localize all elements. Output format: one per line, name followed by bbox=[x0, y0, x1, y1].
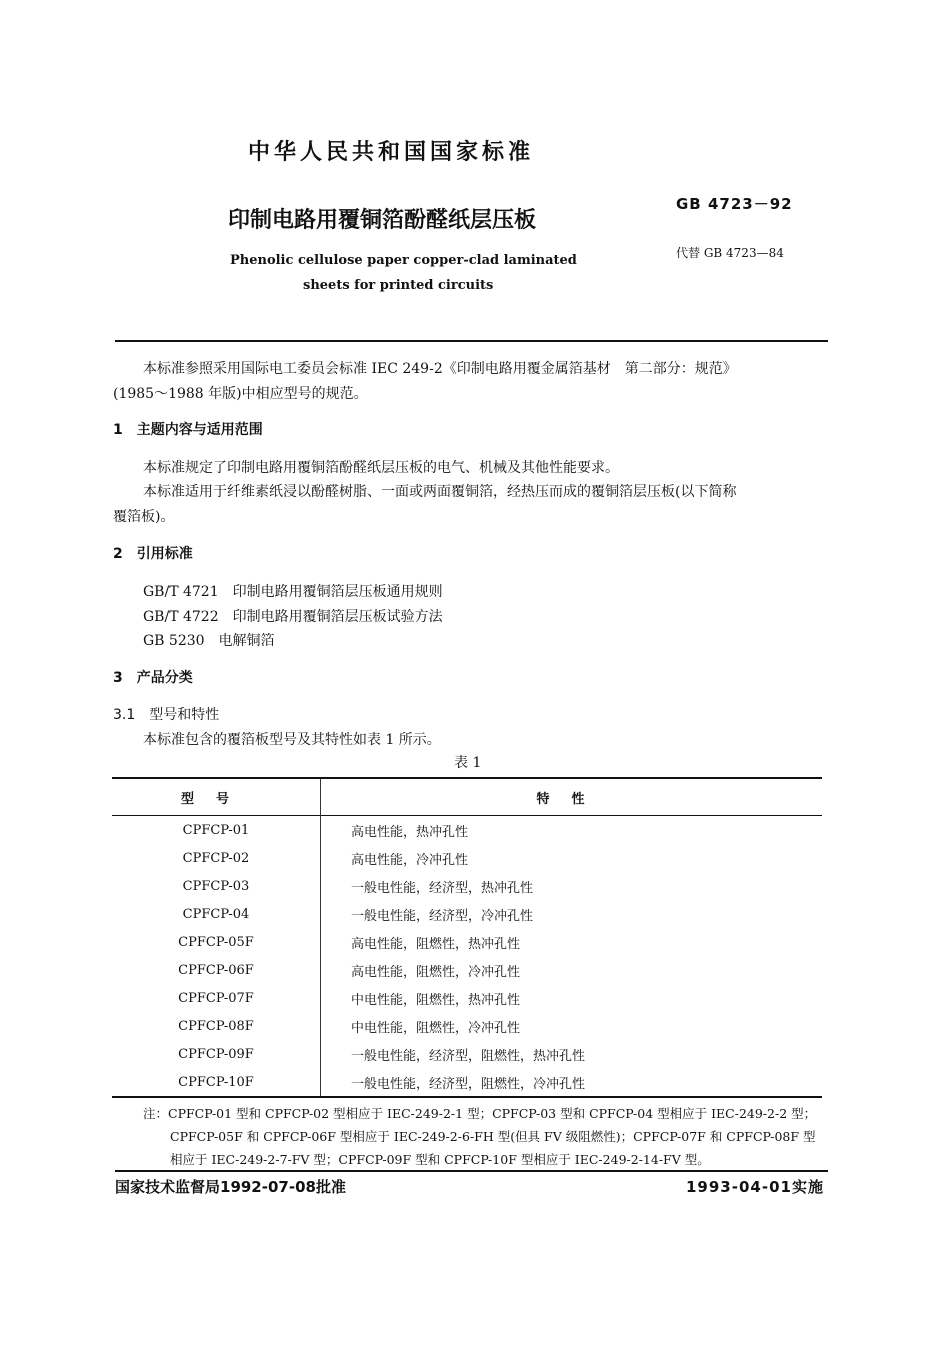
header-divider bbox=[115, 340, 828, 342]
table-row bbox=[112, 816, 822, 845]
characteristics-cell: 中电性能，阻燃性，冷冲孔性 bbox=[351, 1020, 521, 1036]
table-row bbox=[112, 956, 822, 984]
characteristics-cell: 一般电性能，经济型，阻燃性，冷冲孔性 bbox=[351, 1076, 586, 1092]
header-model: 型号 bbox=[112, 778, 321, 816]
characteristics-cell: 高电性能，冷冲孔性 bbox=[351, 852, 469, 868]
model-cell: CPFCP-03 bbox=[112, 872, 321, 900]
model-cell: CPFCP-05F bbox=[112, 928, 321, 956]
characteristics-cell: 高电性能，阻燃性，热冲孔性 bbox=[351, 936, 521, 952]
model-cell: CPFCP-01 bbox=[112, 816, 321, 845]
section-1-title: 1 主题内容与适用范围 bbox=[113, 422, 263, 438]
table-row bbox=[112, 1068, 822, 1097]
model-cell: CPFCP-09F bbox=[112, 1040, 321, 1068]
document-title-en-line1: Phenolic cellulose paper copper-clad laminated bbox=[230, 253, 577, 268]
intro-line-2: (1985～1988 年版)中相应型号的规范。 bbox=[113, 386, 368, 402]
table-row bbox=[112, 984, 822, 1012]
table-note-line-3: 相应于 IEC-249-2-7-FV 型；CPFCP-09F 型和 CPFCP-10F 型相应于 IEC-249-2-14-FV 型。 bbox=[170, 1152, 710, 1167]
characteristics-cell: 高电性能，阻燃性，冷冲孔性 bbox=[351, 964, 521, 980]
approval-statement: 国家技术监督局1992-07-08批准 bbox=[115, 1178, 346, 1196]
table-note-line-2: CPFCP-05F 和 CPFCP-06F 型相应于 IEC-249-2-6-FH 型(但具 FV 级阻燃性)；CPFCP-07F 和 CPFCP-08F 型 bbox=[170, 1129, 816, 1144]
header-characteristics: 特性 bbox=[536, 791, 607, 807]
model-cell: CPFCP-02 bbox=[112, 844, 321, 872]
characteristics-cell: 高电性能，热冲孔性 bbox=[351, 824, 469, 840]
reference-item: GB 5230 电解铜箔 bbox=[143, 633, 275, 649]
characteristics-cell: 一般电性能，经济型，阻燃性，热冲孔性 bbox=[351, 1048, 586, 1064]
intro-line-1: 本标准参照采用国际电工委员会标准 IEC 249-2《印制电路用覆金属箔基材 第二部分：规范》 bbox=[143, 361, 737, 377]
implementation-date: 1993-04-01实施 bbox=[686, 1178, 824, 1196]
table-header-row bbox=[112, 778, 822, 816]
section-1-para-2-line-2: 覆箔板)。 bbox=[113, 509, 175, 525]
section-2-title: 2 引用标准 bbox=[113, 546, 193, 562]
model-cell: CPFCP-08F bbox=[112, 1012, 321, 1040]
characteristics-cell: 中电性能，阻燃性，热冲孔性 bbox=[351, 992, 521, 1008]
table-row bbox=[112, 928, 822, 956]
section-1-para-2-line-1: 本标准适用于纤维素纸浸以酚醛树脂、一面或两面覆铜箔，经热压而成的覆铜箔层压板(以下简称 bbox=[143, 484, 737, 500]
reference-item: GB/T 4721 印制电路用覆铜箔层压板通用规则 bbox=[143, 584, 443, 600]
standard-code: GB 4723－92 bbox=[676, 195, 793, 213]
product-types-table bbox=[112, 777, 822, 1098]
table-row bbox=[112, 1040, 822, 1068]
section-3-1-title: 3.1 型号和特性 bbox=[113, 707, 220, 723]
table-row bbox=[112, 1012, 822, 1040]
national-standard-heading: 中华人民共和国国家标准 bbox=[248, 140, 535, 165]
characteristics-cell: 一般电性能，经济型，冷冲孔性 bbox=[351, 908, 534, 924]
table-row bbox=[112, 844, 822, 872]
characteristics-cell: 一般电性能，经济型，热冲孔性 bbox=[351, 880, 534, 896]
document-title-en-line2: sheets for printed circuits bbox=[303, 278, 494, 293]
table-caption: 表 1 bbox=[454, 755, 482, 771]
section-1-para-1: 本标准规定了印制电路用覆铜箔酚醛纸层压板的电气、机械及其他性能要求。 bbox=[143, 460, 619, 476]
table-row bbox=[112, 872, 822, 900]
table-row bbox=[112, 900, 822, 928]
footer-divider bbox=[115, 1170, 828, 1172]
table-note-line-1: 注：CPFCP-01 型和 CPFCP-02 型相应于 IEC-249-2-1 型；CPFCP-03 型和 CPFCP-04 型相应于 IEC-249-2-2 型； bbox=[143, 1106, 817, 1121]
section-3-title: 3 产品分类 bbox=[113, 670, 193, 686]
section-3-1-para: 本标准包含的覆箔板型号及其特性如表 1 所示。 bbox=[143, 732, 441, 748]
reference-item: GB/T 4722 印制电路用覆铜箔层压板试验方法 bbox=[143, 609, 443, 625]
model-cell: CPFCP-04 bbox=[112, 900, 321, 928]
model-cell: CPFCP-07F bbox=[112, 984, 321, 1012]
model-cell: CPFCP-10F bbox=[112, 1068, 321, 1097]
document-title-cn: 印制电路用覆铜箔酚醛纸层压板 bbox=[228, 208, 537, 233]
model-cell: CPFCP-06F bbox=[112, 956, 321, 984]
replaces-code: 代替 GB 4723—84 bbox=[676, 246, 784, 260]
